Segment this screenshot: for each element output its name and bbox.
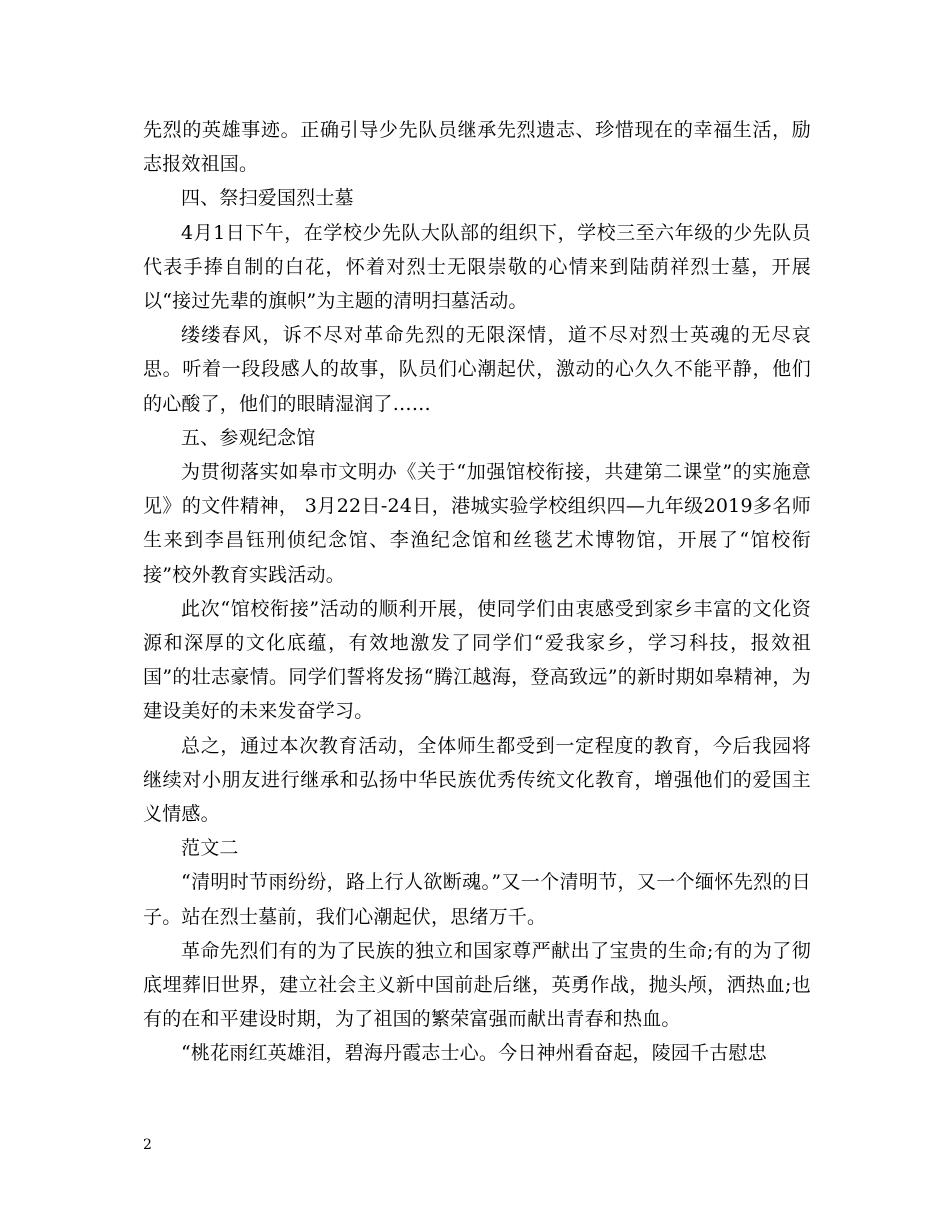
paragraph: 先烈的英雄事迹。正确引导少先队员继承先烈遗志、珍惜现在的幸福生活，励志报效祖国。 — [143, 119, 811, 176]
paragraph: “清明时节雨纷纷，路上行人欲断魂。”又一个清明节，又一个缅怀先烈的日子。站在烈士墓前，我们心潮起伏，思绪万千。 — [143, 871, 811, 928]
paragraph: 革命先烈们有的为了民族的独立和国家尊严献出了宝贵的生命;有的为了彻底埋葬旧世界，建立社会主义新中国前赴后继，英勇作战，抛头颅，洒热血;也有的在和平建设时期，为了祖国的繁荣富强而献出青春和热血。 — [143, 939, 811, 1031]
paragraph: “桃花雨红英雄泪，碧海丹霞志士心。今日神州看奋起，陵园千古慰忠 — [181, 1042, 767, 1065]
section-heading: 四、祭扫爱国烈士墓 — [181, 187, 354, 210]
page-number: 2 — [143, 1137, 152, 1153]
paragraph: 此次“馆校衔接”活动的顺利开展，使同学们由衷感受到家乡丰富的文化资源和深厚的文化底蕴，有效地激发了同学们“爱我家乡，学习科技，报效祖国”的壮志豪情。同学们誓将发扬“腾江越海，登高致远”的新时期如皋精神，为建设美好的未来发奋学习。 — [143, 597, 811, 723]
paragraph: 缕缕春风，诉不尽对革命先烈的无限深情，道不尽对烈士英魂的无尽哀思。听着一段段感人的故事，队员们心潮起伏，激动的心久久不能平静，他们的心酸了，他们的眼睛湿润了…… — [143, 324, 811, 415]
paragraph: 4月1日下午，在学校少先队大队部的组织下，学校三至六年级的少先队员代表手捧自制的白花，怀着对烈士无限崇敬的心情来到陆荫祥烈士墓，开展以“接过先辈的旗帜”为主题的清明扫墓活动。 — [143, 221, 811, 313]
section-heading: 五、参观纪念馆 — [181, 426, 316, 449]
body-text — [143, 113, 811, 1071]
paragraph: 为贯彻落实如皋市文明办《关于“加强馆校衔接，共建第二课堂”的实施意见》的文件精神， 3月22日-24日，港城实验学校组织四—九年级2019多名师生来到李昌钰刑侦纪念馆、李渔纪念馆和丝毯艺术博物馆，开展了“馆校衔接”校外教育实践活动。 — [143, 461, 811, 586]
paragraph: 总之，通过本次教育活动，全体师生都受到一定程度的教育，今后我园将继续对小朋友进行继承和弘扬中华民族优秀传统文化教育，增强他们的爱国主义情感。 — [143, 734, 811, 826]
section-heading: 范文二 — [181, 837, 239, 860]
